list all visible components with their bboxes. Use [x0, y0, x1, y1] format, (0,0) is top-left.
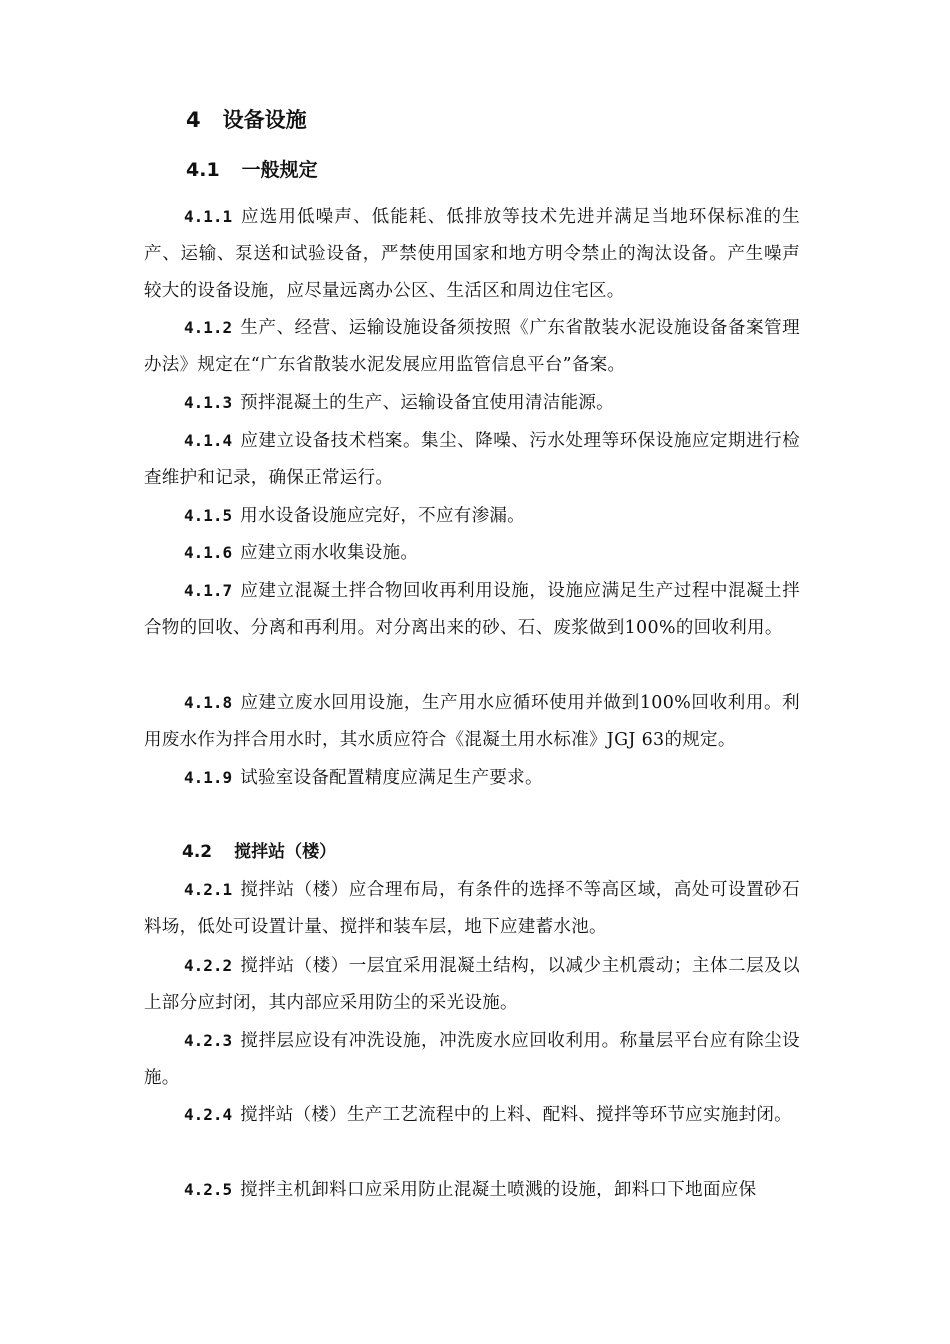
clause-4-2-5: 4.2.5 搅拌主机卸料口应采用防止混凝土喷溅的设施，卸料口下地面应保 [184, 1180, 757, 1200]
clause-4-1-2: 4.1.2 生产、经营、运输设施设备须按照《广东省散装水泥设施设备备案管理办法》规定在“广东省散装水泥发展应用监管信息平台”备案。 [144, 318, 800, 375]
clause-4-1-3: 4.1.3 预拌混凝土的生产、运输设备宜使用清洁能源。 [184, 393, 614, 413]
section-number: 4 [186, 108, 201, 132]
clause-4-2-2: 4.2.2 搅拌站（楼）一层宜采用混凝土结构，以减少主机震动；主体二层及以上部分应封闭，其内部应采用防尘的采光设施。 [144, 956, 800, 1013]
clause-4-2-4: 4.2.4 搅拌站（楼）生产工艺流程中的上料、配料、搅拌等环节应实施封闭。 [184, 1105, 792, 1125]
subsection-title: 一般规定 [241, 159, 318, 181]
subsection-heading-4-2 [182, 836, 336, 868]
clause-4-1-5: 4.1.5 用水设备设施应完好，不应有渗漏。 [184, 506, 525, 526]
subsection-heading-4-1 [186, 154, 318, 186]
clause-4-1-1: 4.1.1 应选用低噪声、低能耗、低排放等技术先进并满足当地环保标准的生产、运输、泵送和试验设备，严禁使用国家和地方明令禁止的淘汰设备。产生噪声较大的设备设施，应尽量远离办公区、生活区和周边住宅区。 [144, 207, 800, 301]
subsection-title: 搅拌站（楼） [234, 842, 337, 862]
clause-4-1-8: 4.1.8 应建立废水回用设施，生产用水应循环使用并做到100%回收利用。利用废水作为拌合用水时，其水质应符合《混凝土用水标准》JGJ 63的规定。 [144, 693, 800, 750]
section-heading [186, 104, 307, 136]
clause-4-1-6: 4.1.6 应建立雨水收集设施。 [184, 543, 419, 563]
clause-4-2-3: 4.2.3 搅拌层应设有冲洗设施，冲洗废水应回收利用。称量层平台应有除尘设施。 [144, 1031, 800, 1088]
clause-4-1-7: 4.1.7 应建立混凝土拌合物回收再利用设施，设施应满足生产过程中混凝土拌合物的回收、分离和再利用。对分离出来的砂、石、废浆做到100%的回收利用。 [144, 581, 800, 638]
section-title: 设备设施 [222, 108, 307, 132]
clause-4-2-1: 4.2.1 搅拌站（楼）应合理布局，有条件的选择不等高区域，高处可设置砂石料场，低处可设置计量、搅拌和装车层，地下应建蓄水池。 [144, 880, 800, 937]
subsection-number: 4.2 [182, 842, 213, 862]
subsection-number: 4.1 [186, 159, 220, 181]
clause-4-1-4: 4.1.4 应建立设备技术档案。集尘、降噪、污水处理等环保设施应定期进行检查维护和记录，确保正常运行。 [144, 431, 800, 488]
clause-4-1-9: 4.1.9 试验室设备配置精度应满足生产要求。 [184, 768, 543, 788]
